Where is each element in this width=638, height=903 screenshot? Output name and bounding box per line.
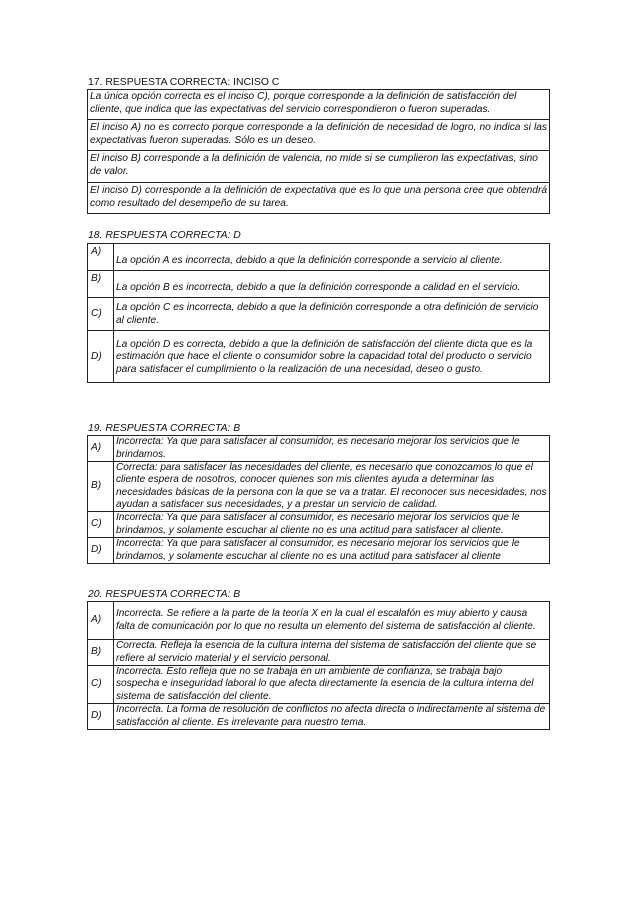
q19-row-2-label: B) — [88, 462, 114, 512]
q17-row-3: El inciso B) corresponde a la definición de valencia, no mide si se cumplieron las expectativas, sino de valor. — [88, 151, 550, 183]
q20-section — [87, 601, 550, 730]
q18-row-4-label: D) — [88, 331, 114, 383]
q17-section — [87, 89, 550, 214]
q20-row-2-text: Correcta. Refleja la esencia de la cultura interna del sistema de satisfacción del cliente que se refiere al servicio material y el servicio personal. — [114, 640, 550, 666]
q17-table — [87, 89, 550, 214]
q20-row-1-label: A) — [88, 602, 114, 640]
q20-table — [87, 601, 550, 730]
table-row — [88, 436, 550, 462]
q19-row-3-label: C) — [88, 512, 114, 538]
q19-table — [87, 435, 550, 564]
q18-row-4-text: La opción D es correcta, debido a que la definición de satisfacción del cliente dicta que es la estimación que hace el cliente o consumidor sobre la capacidad total del producto o servicio para satisfacer el cumplimiento o la realización de una necesidad, deseo o gusto. — [114, 331, 550, 383]
table-row — [88, 666, 550, 704]
q19-row-4-text: Incorrecta: Ya que para satisfacer al consumidor, es necesario mejorar los servicios que le brindamos, y solamente escuchar al cliente no es una actitud para satisfacer al cliente — [114, 538, 550, 564]
q19-row-4-label: D) — [88, 538, 114, 564]
table-row — [88, 298, 550, 331]
q18-section — [87, 243, 550, 383]
q18-row-1-text — [114, 244, 550, 271]
table-row — [88, 512, 550, 538]
q19-section — [87, 435, 550, 564]
table-row — [88, 704, 550, 730]
q20-heading: 20. RESPUESTA CORRECTA: B — [88, 589, 241, 600]
table-row — [88, 271, 550, 298]
table-row — [88, 640, 550, 666]
q17-row-1: La única opción correcta es el inciso C), porque corresponde a la definición de satisfacción del cliente, que indica que las expectativas del servicio correspondieron o fueron superadas. — [88, 90, 550, 120]
q20-row-3-label: C) — [88, 666, 114, 704]
table-row — [88, 331, 550, 383]
q18-row-3-text: La opción C es incorrecta, debido a que la definición corresponde a otra definición de servicio al cliente. — [114, 298, 550, 331]
table-row — [88, 602, 550, 640]
q18-row-2-label: B) — [88, 271, 114, 298]
table-row — [88, 244, 550, 271]
q19-row-2-text: Correcta: para satisfacer las necesidades del cliente, es necesario que conozcamos lo que el cliente espera de nosotros, conocer quienes son mis clientes ayuda a determinar las necesidades básicas de la persona con la que se va a tratar. El reconocer sus necesidades, nos ayudan a satisfacer sus necesidades, y a prestar un servicio de calidad. — [114, 462, 550, 512]
table-row — [88, 538, 550, 564]
q18-row-1-label: A) — [88, 244, 114, 271]
q20-row-2-label: B) — [88, 640, 114, 666]
q19-row-1-label: A) — [88, 436, 114, 462]
q17-row-2: El inciso A) no es correcto porque corresponde a la definición de necesidad de logro, no indica si las expectativas fueron superadas. Sólo es un deseo. — [88, 120, 550, 151]
q19-row-3-text: Incorrecta: Ya que para satisfacer al consumidor, es necesario mejorar los servicios que le brindamos, y solamente escuchar al cliente no es una actitud para satisfacer al cliente. — [114, 512, 550, 538]
q18-heading: 18. RESPUESTA CORRECTA: D — [88, 230, 241, 241]
q20-row-1-text: Incorrecta. Se refiere a la parte de la teoría X en la cual el escalafón es muy abierto y causa falta de comunicación por lo que no resulta un elemento del sistema de satisfacción al cliente. — [114, 602, 550, 640]
table-row — [88, 183, 550, 214]
q19-row-1-text: Incorrecta: Ya que para satisfacer al consumidor, es necesario mejorar los servicios que le brindamos. — [114, 436, 550, 462]
q18-row-3-label: C) — [88, 298, 114, 331]
q20-row-4-label: D) — [88, 704, 114, 730]
table-row — [88, 462, 550, 512]
table-row — [88, 151, 550, 183]
q17-heading: 17. RESPUESTA CORRECTA: INCISO C — [88, 77, 280, 88]
q20-row-4-text: Incorrecta. La forma de resolución de conflictos no afecta directa o indirectamente al sistema de satisfacción al cliente. Es irrelevante para nuestro tema. — [114, 704, 550, 730]
q18-row-1-value: La opción A es incorrecta, debido a que la definición corresponde a servicio al cliente. — [116, 254, 503, 266]
q18-row-2-value: La opción B es incorrecta, debido a que la definición corresponde a calidad en el servicio. — [116, 281, 521, 293]
q20-row-3-text: Incorrecta. Esto refleja que no se trabaja en un ambiente de confianza, se trabaja bajo sospecha e inseguridad laboral lo que afecta directamente la esencia de la cultura interna del sistema de satisfacción del cliente. — [114, 666, 550, 704]
q18-row-2-text — [114, 271, 550, 298]
table-row — [88, 120, 550, 151]
q19-heading: 19. RESPUESTA CORRECTA: B — [88, 423, 241, 434]
table-row — [88, 90, 550, 120]
q17-row-4: El inciso D) corresponde a la definición de expectativa que es lo que una persona cree que obtendrá como resultado del desempeño de su tarea. — [88, 183, 550, 214]
q18-table — [87, 243, 550, 383]
